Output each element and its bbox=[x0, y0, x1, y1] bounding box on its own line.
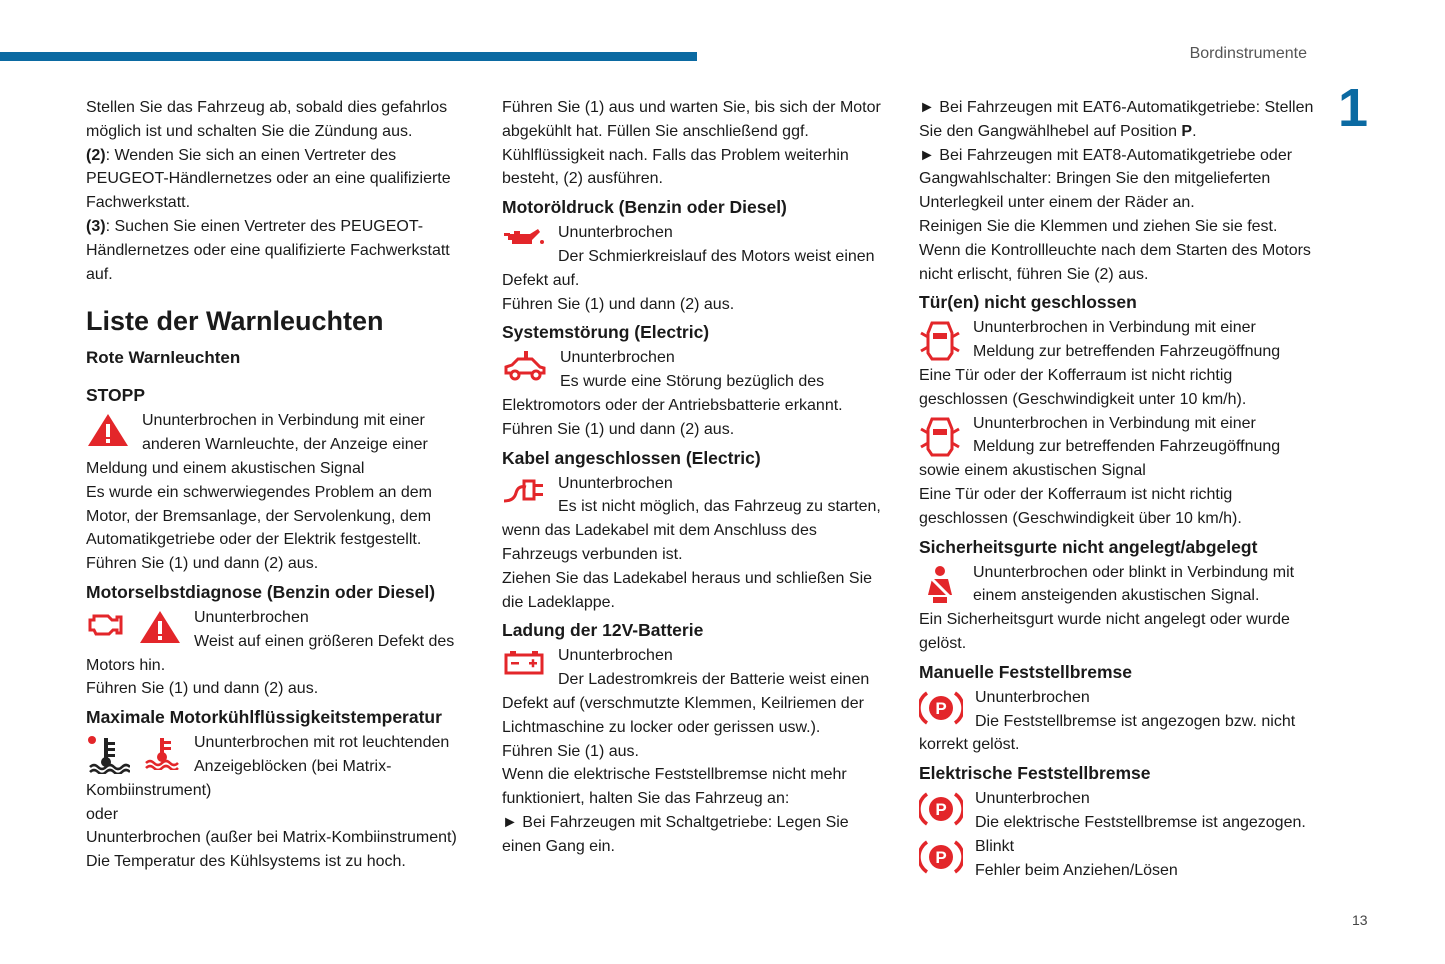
column-2: Führen Sie (1) aus und warten Sie, bis sich der Motor abgekühlt hat. Füllen Sie anschließend ggf. Kühlflüssigkeit nach. Falls das Problem weiterhin besteht, (2) ausführen. Motoröldruck (Benzin oder Diesel) Ununterbrochen Der Schmierkreislauf des Motors weist einen Defekt auf. Führen Sie (1) und dann (2) aus. Systemstörung (Electric) Ununterbrochen Es wurde eine Störung bezüglich des Elektromotors oder der Antriebsbatterie erkannt. Führen Sie (1) und dann (2) aus. Kabel angeschlossen (Electric) Ununterbrochen Es ist nicht möglich, das Fahrzeug zu starten, wenn das Ladekabel mit dem Anschluss des Fahrzeugs verbunden ist. Ziehen Sie das Ladekabel heraus und schließen Sie die Ladeklappe. Ladung der 12V-Batterie Ununterbrochen Der Ladestromkreis der Batterie weist einen Defekt auf (verschmutzte Klemmen, Keilriemen der Lichtmaschine zu locker oder gerissen usw.). Führen Sie (1) aus. Wenn die elektrische Feststellbremse nicht mehr funktioniert, halten Sie das Fahrzeug an: ► Bei Fahrzeugen mit Schaltgetriebe: Legen Sie einen Gang ein. bbox=[502, 96, 887, 859]
doors-entry-2: Ununterbrochen in Verbindung mit einer Meldung zur betreffenden Fahrzeugöffnung sowie einem akustischen Signal bbox=[919, 414, 1281, 480]
list-title: Liste der Warnleuchten bbox=[86, 306, 384, 337]
stop-title: STOPP bbox=[86, 385, 146, 406]
header-accent-bar bbox=[0, 52, 697, 61]
belts-entry: Ununterbrochen oder blinkt in Verbindung mit einem ansteigenden akustischen Signal. bbox=[919, 561, 1314, 609]
page-number: 13 bbox=[1352, 912, 1368, 928]
car-fault-icon bbox=[502, 349, 548, 383]
battery-icon bbox=[502, 647, 546, 677]
cable-title: Kabel angeschlossen (Electric) bbox=[502, 447, 761, 468]
warning-triangle-icon bbox=[138, 609, 182, 645]
engine-icon bbox=[86, 609, 126, 639]
doors-title: Tür(en) nicht geschlossen bbox=[919, 292, 1137, 313]
red-lights-title: Rote Warnleuchten bbox=[86, 348, 241, 368]
system-title: Systemstörung (Electric) bbox=[502, 322, 710, 343]
oil-title: Motoröldruck (Benzin oder Diesel) bbox=[502, 197, 787, 218]
manual-brake-title: Manuelle Feststellbremse bbox=[919, 661, 1132, 682]
coolant-temperature-matrix-icon bbox=[86, 734, 130, 774]
charging-plug-icon bbox=[502, 475, 546, 507]
system-entry: Ununterbrochen Es wurde eine Störung bezüglich des Elektromotors oder der Antriebsbatterie erkannt. bbox=[502, 349, 843, 414]
doors-entry-1: Ununterbrochen in Verbindung mit einer Meldung zur betreffenden Fahrzeugöffnung bbox=[919, 316, 1314, 364]
svg-text:P: P bbox=[935, 800, 947, 820]
parking-brake-icon bbox=[919, 790, 963, 828]
selfdiag-title: Motorselbstdiagnose (Benzin oder Diesel) bbox=[86, 581, 436, 602]
warning-triangle-icon bbox=[86, 412, 130, 448]
seatbelt-icon bbox=[919, 564, 961, 606]
door-open-icon bbox=[919, 415, 961, 459]
coolant-entry: Ununterbrochen mit rot leuchtenden Anzeigeblöcken (bei Matrix-Kombiinstrument) bbox=[86, 734, 450, 799]
parking-brake-icon bbox=[919, 838, 963, 876]
column-1: Stellen Sie das Fahrzeug ab, sobald dies gefahrlos möglich ist und schalten Sie die Zündung aus. (2): Wenden Sie sich an einen Vertreter des PEUGEOT-Händlernetzes oder an eine qualifizierte Fachwerkstatt. (3): Suchen Sie einen Vertreter des PEUGEOT-Händlernetzes oder eine qualifizierte Fachwerkstatt auf. Liste der Warnleuchten Rote Warnleuchten STOPP Ununterbrochen in Verbindung mit einer anderen Warnleuchte, der Anzeige einer Meldung und einem akustischen Signal Es wurde ein schwerwiegendes Problem an dem Motor, der Bremsanlage, der Servolenkung, dem Automatikgetriebe oder der Elektrik festgestellt. Führen Sie (1) und dann (2) aus. Motorselbstdiagnose (Benzin oder Diesel) Ununterbrochen Weist auf einen größeren Defekt des Motors hin. Führen Sie (1) und dann (2) aus. Maximale Motorkühlflüssigkeitstemperatur Ununterbrochen mit rot leuchtenden Anzeigeblöcken (bei Matrix-Kombiinstrument) oder Ununterbrochen (außer bei Matrix-Kombiinstrument) Die Temperatur des Kühlsystems ist zu hoch. bbox=[86, 96, 466, 874]
parking-brake-icon bbox=[919, 689, 963, 727]
manual-brake-entry: P Ununterbrochen Die Feststellbremse ist angezogen bzw. nicht korrekt gelöst. bbox=[919, 688, 1296, 754]
electric-brake-title: Elektrische Feststellbremse bbox=[919, 763, 1151, 784]
battery-entry: Ununterbrochen Der Ladestromkreis der Batterie weist einen Defekt auf (verschmutzte Klemmen, Keilriemen der Lichtmaschine zu locker oder gerissen usw.). bbox=[502, 647, 870, 736]
cable-entry: Ununterbrochen Es ist nicht möglich, das Fahrzeug zu starten, wenn das Ladekabel mit dem Anschluss des Fahrzeugs verbunden ist. bbox=[502, 474, 881, 563]
footnote-3: (3): Suchen Sie einen Vertreter des PEUGEOT-Händlernetzes oder eine qualifizierte Fachwerkstatt auf. bbox=[86, 217, 450, 283]
door-open-icon bbox=[919, 319, 961, 363]
belts-title: Sicherheitsgurte nicht angelegt/abgelegt bbox=[919, 536, 1258, 557]
column-3: ► Bei Fahrzeugen mit EAT6-Automatikgetriebe: Stellen Sie den Gangwählhebel auf Position P. ► Bei Fahrzeugen mit EAT8-Automatikgetriebe oder Gangwahlschalter: Bringen Sie den mitgelieferten Unterlegkeil unter einem der Räder an. Reinigen Sie die Klemmen und ziehen Sie sie fest. Wenn die Kontrollleuchte nach dem Starten des Motors nicht erlischt, führen Sie (2) aus. Tür(en) nicht geschlossen Ununterbrochen in Verbindung mit einer Meldung zur betreffenden Fahrzeugöffnung Eine Tür oder der Kofferraum ist nicht richtig geschlossen (Geschwindigkeit unter 10 km/h). Ununterbrochen in Verbindung mit einer Meldung zur betreffenden Fahrzeugöffnung sowie einem akustischen Signal Eine Tür oder der Kofferraum ist nicht richtig geschlossen (Geschwindigkeit über 10 km/h). Sicherheitsgurte nicht angelegt/abgelegt Ununterbrochen oder blinkt in Verbindung mit einem ansteigenden akustischen Signal. Ein Sicherheitsgurt wurde nicht angelegt oder wurde gelöst. Manuelle Feststellbremse P Ununterbrochen Die Feststellbremse ist angezogen bzw. nicht korrekt gelöst. Elektrische Feststellbremse P Ununterbrochen Die elektrische Feststellbremse ist angezogen. P Blinkt Fehler beim Anziehen/Lösen bbox=[919, 96, 1314, 882]
electric-brake-entry-1: P Ununterbrochen Die elektrische Feststellbremse ist angezogen. bbox=[919, 787, 1314, 835]
battery-title: Ladung der 12V-Batterie bbox=[502, 620, 704, 641]
stop-entry: Ununterbrochen in Verbindung mit einer anderen Warnleuchte, der Anzeige einer Meldung und einem akustischen Signal bbox=[86, 412, 428, 477]
oil-entry: Ununterbrochen Der Schmierkreislauf des Motors weist einen Defekt auf. bbox=[502, 224, 875, 289]
svg-text:P: P bbox=[935, 847, 947, 867]
coolant-title: Maximale Motorkühlflüssigkeitstemperatur bbox=[86, 707, 442, 728]
selfdiag-entry: Ununterbrochen Weist auf einen größeren Defekt des Motors hin. bbox=[86, 608, 455, 674]
intro-text: Stellen Sie das Fahrzeug ab, sobald dies gefahrlos möglich ist und schalten Sie die Zündung aus. bbox=[86, 99, 448, 140]
oil-can-icon bbox=[502, 224, 546, 250]
section-title: Bordinstrumente bbox=[1189, 45, 1307, 62]
coolant-temperature-icon bbox=[142, 734, 182, 770]
svg-text:P: P bbox=[935, 698, 947, 718]
footnote-2: (2): Wenden Sie sich an einen Vertreter des PEUGEOT-Händlernetzes oder an eine qualifizierte Fachwerkstatt. bbox=[86, 146, 451, 212]
electric-brake-entry-2: P Blinkt Fehler beim Anziehen/Lösen bbox=[919, 835, 1314, 883]
chapter-number: 1 bbox=[1338, 78, 1369, 138]
